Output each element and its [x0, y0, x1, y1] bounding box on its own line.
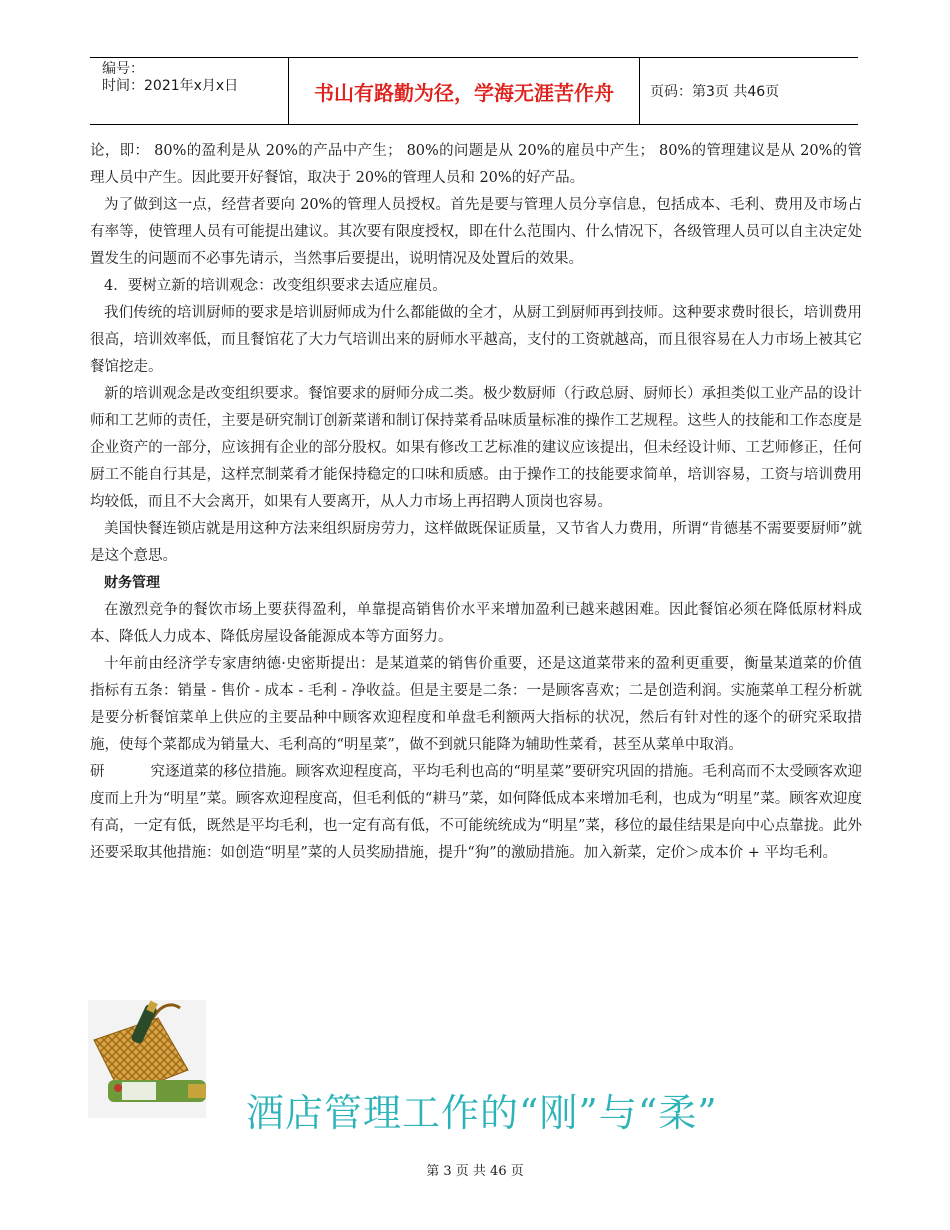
header-meta — [90, 58, 288, 124]
paragraph-5: 新的培训观念是改变组织要求。餐馆要求的厨师分成二类。极少数厨师（行政总厨、厨师长）承担类似工业产品的设计师和工艺师的责任，主要是研究制订创新菜谱和制订保持菜肴品味质量标准的操作工艺规程。这些人的技能和工作态度是企业资产的一部分，应该拥有企业的部分股权。如果有修改工艺标准的建议应该提出，但未经设计师、工艺师修正，任何厨工不能自行其是，这样烹制菜肴才能保持稳定的口味和质感。由于操作工的技能要求简单，培训容易，工资与培训费用均较低，而且不大会离开，如果有人要离开，从人力市场上再招聘人顶岗也容易。 — [90, 386, 862, 510]
wine-bottle-basket-image — [88, 1000, 206, 1118]
paragraph-4: 我们传统的培训厨师的要求是培训厨师成为什么都能做的全才，从厨工到厨师再到技师。这种要求费时很长，培训费用很高，培训效率低，而且餐馆花了大力气培训出来的厨师水平越高，支付的工资就越高，而且很容易在人力市场上被其它餐馆挖走。 — [90, 305, 862, 375]
header-motto: 书山有路勤为径，学海无涯苦作舟 — [288, 58, 640, 124]
paragraph-9-start: 研 — [90, 764, 105, 780]
document-body — [90, 138, 862, 867]
paragraph-9-rest: 究逐道菜的移位措施。顾客欢迎程度高，平均毛利也高的“明星菜”要研究巩固的措施。毛利高而不太受顾客欢迎度而上升为“明星”菜。顾客欢迎程度高，但毛利低的“耕马”菜，如何降低成本来增加毛利，也成为“明星”菜。顾客欢迎度有高，一定有低，既然是平均毛利，也一定有高有低，不可能统统成为“明星”菜，移位的最佳结果是向中心点靠拢。此外还要采取其他措施：如创造“明星”菜的人员奖励措施，提升“狗”的激励措施。加入新菜，定价＞成本价 + 平均毛利。 — [90, 764, 862, 861]
paragraph-6: 美国快餐连锁店就是用这种方法来组织厨房劳力，这样做既保证质量，又节省人力费用，所谓“肯德基不需要要厨师”就是这个意思。 — [90, 521, 862, 564]
number-label: 编号： — [102, 61, 144, 77]
section-heading: 财务管理 — [104, 575, 160, 591]
header-page-label: 页码：第3页 共46页 — [650, 84, 780, 100]
paragraph-9 — [90, 759, 862, 867]
paragraph-2: 为了做到这一点，经营者要向 20%的管理人员授权。首先是要与管理人员分享信息，包括成本、毛利、费用及市场占有率等，使管理人员有可能提出建议。其次要有限度授权，即在什么范围内、什么情况下，各级管理人员可以自主决定处置发生的问题而不必事先请示，当然事后要提出，说明情况及处置后的效果。 — [90, 197, 862, 267]
banner-title: 酒店管理工作的“刚”与“柔” — [246, 1091, 718, 1135]
paragraph-1: 论，即： 80%的盈利是从 20%的产品中产生； 80%的问题是从 20%的雇员中产生； 80%的管理建议是从 20%的管理人员中产生。因此要开好餐馆，取决于 20%的管理人员和 20%的好产品。 — [90, 143, 862, 186]
page-footer: 第 3 页 共 46 页 — [426, 1164, 524, 1179]
paragraph-8: 十年前由经济学专家唐纳德·史密斯提出：是某道菜的销售价重要，还是这道菜带来的盈利更重要，衡量某道菜的价值指标有五条：销量 - 售价 - 成本 - 毛利 - 净收益。但是主要是二条：一是顾客喜欢；二是创造利润。实施菜单工程分析就是要分析餐馆菜单上供应的主要品种中顾客欢迎程度和单盘毛利额两大指标的状况，然后有针对性的逐个的研究采取措施，使每个菜都成为销量大、毛利高的“明星菜”，做不到就只能降为辅助性菜肴，甚至从菜单中取消。 — [90, 656, 862, 753]
paragraph-3: 4．要树立新的培训观念：改变组织要求去适应雇员。 — [104, 278, 447, 294]
page-header — [90, 57, 858, 125]
time-label: 时间：2021年x月x日 — [102, 78, 239, 94]
paragraph-7: 在激烈竞争的餐饮市场上要获得盈利，单靠提高销售价水平来增加盈利已越来越困难。因此餐馆必须在降低原材料成本、降低人力成本、降低房屋设备能源成本等方面努力。 — [90, 602, 862, 645]
